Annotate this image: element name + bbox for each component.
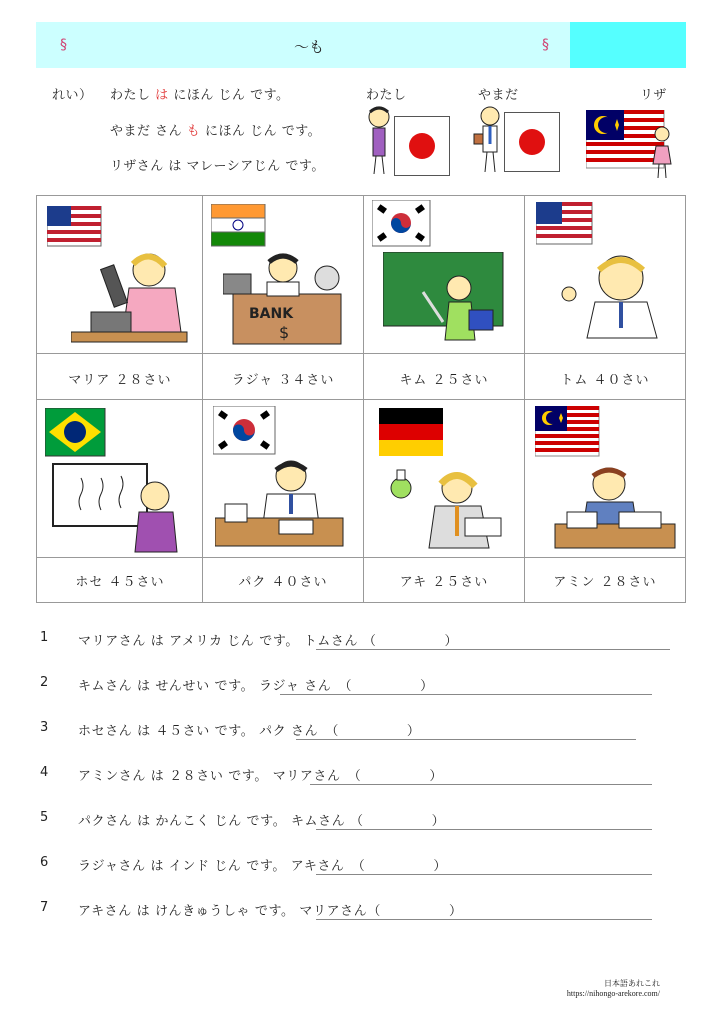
question-text: マリアさん は アメリカ じん です。 トムさん （ ） (78, 634, 459, 649)
answer-line (316, 829, 652, 830)
korea-flag-icon (213, 406, 277, 458)
svg-text:BANK: BANK (249, 306, 294, 322)
question-number: 6 (40, 855, 49, 870)
person-label-yamada: やまだ (478, 88, 519, 103)
question-number: 2 (40, 675, 49, 690)
question-number: 7 (40, 900, 49, 915)
person-icon (650, 124, 674, 180)
japan-flag-icon (504, 112, 560, 172)
card-caption: マリア ２８さい (68, 373, 172, 388)
answer-line (310, 784, 652, 785)
man-whiteboard-illustration (51, 462, 191, 554)
example-2-subject: やまだ さん (110, 124, 183, 139)
question-number: 4 (40, 765, 49, 780)
answer-line (316, 919, 652, 920)
question-text: ホセさん は ４５さい です。 パク さん （ ） (78, 724, 421, 739)
person-icon (472, 104, 508, 174)
example-2-particle: も (186, 124, 201, 139)
answer-line (316, 874, 652, 875)
example-2-predicate: にほん じん です。 (204, 124, 322, 139)
card-caption: キム ２５さい (399, 373, 489, 388)
usa-flag-icon (536, 202, 594, 246)
question-number: 1 (40, 630, 49, 645)
korea-flag-icon (372, 200, 434, 250)
malaysia-flag-icon (535, 406, 601, 458)
question-text: パクさん は かんこく じん です。 キムさん （ ） (78, 814, 446, 829)
section-mark-right: § (542, 37, 549, 53)
example-label: れい） (52, 88, 93, 103)
office-worker-illustration (215, 458, 347, 550)
example-line-3: リザさん は マレーシアじん です。 (110, 159, 325, 174)
example-line-2 (110, 120, 321, 139)
person-label-riza: リザ (640, 88, 667, 103)
page-title: ～も (294, 38, 325, 56)
person-label-watashi: わたし (366, 88, 407, 103)
example-line-1 (110, 84, 290, 103)
germany-flag-icon (379, 408, 445, 458)
site-credit-url[interactable]: https://nihongo-arekore.com/ (566, 989, 660, 998)
question-number: 3 (40, 720, 49, 735)
site-credit-name: 日本語あれこれ (604, 979, 660, 988)
header-accent (570, 22, 686, 68)
section-mark-left: § (60, 37, 67, 53)
card-caption: アミン ２８さい (553, 575, 657, 590)
question-text: ラジャさん は インド じん です。 アキさん （ ） (78, 859, 447, 874)
person-icon (362, 104, 398, 178)
question-text: アミンさん は ２８さい です。 マリアさん （ ） (78, 769, 443, 784)
card-caption: パク ４０さい (238, 575, 328, 590)
usa-flag-icon (47, 206, 103, 248)
example-1-particle: は (155, 88, 169, 103)
banker-illustration (223, 248, 353, 348)
card-caption: アキ ２５さい (399, 575, 489, 590)
brazil-flag-icon (45, 408, 107, 460)
card-caption: トム ４０さい (560, 373, 650, 388)
answer-line (296, 739, 636, 740)
example-1-subject: わたし (110, 88, 151, 103)
svg-text:$: $ (279, 323, 290, 342)
man-waving-illustration (549, 252, 669, 342)
japan-flag-icon (394, 116, 450, 176)
question-text: キムさん は せんせい です。 ラジャ さん （ ） (78, 679, 434, 694)
answer-line (316, 649, 670, 650)
question-number: 5 (40, 810, 49, 825)
question-text: アキさん は けんきゅうしゃ です。 マリアさん（ ） (78, 904, 463, 919)
example-1-predicate: にほん じん です。 (173, 88, 290, 103)
teacher-blackboard-illustration (383, 252, 507, 348)
card-caption: ホセ ４５さい (75, 575, 165, 590)
card-caption: ラジャ ３４さい (231, 373, 335, 388)
india-flag-icon (211, 204, 267, 248)
researcher-flask-illustration (381, 464, 511, 552)
worker-desk-illustration (549, 462, 681, 552)
profile-grid (36, 195, 686, 603)
scientist-microscope-illustration (71, 248, 191, 348)
answer-line (280, 694, 652, 695)
